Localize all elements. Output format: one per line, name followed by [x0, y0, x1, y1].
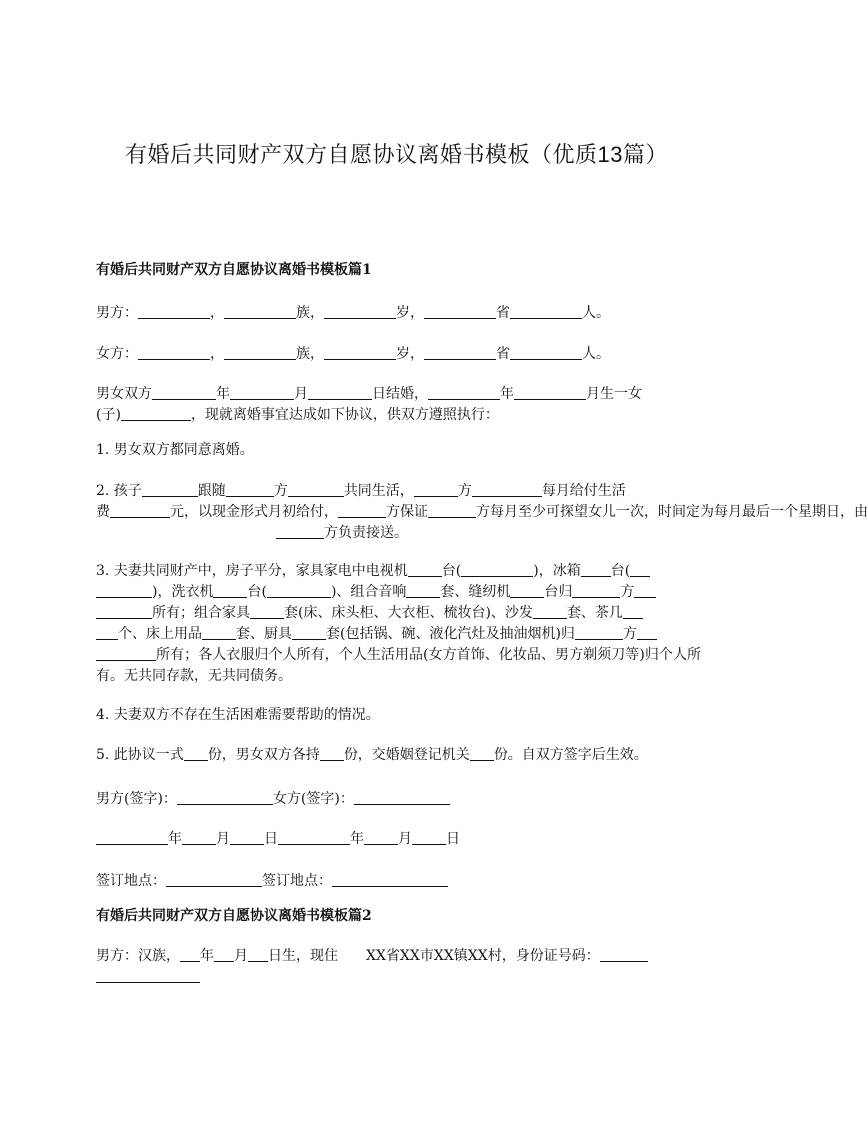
place-label: 签订地点：	[262, 873, 332, 889]
ethnicity-label: 族，	[296, 346, 324, 362]
text: 所有；各人衣服归个人所有，个人生活用品(女方首饰、化妆品、男方剃须刀等)归个人所有。无共同存款，无共同债务。	[96, 647, 701, 684]
blank-count[interactable]	[581, 562, 611, 577]
woman-label: 女方：	[96, 346, 138, 362]
blank-copies[interactable]	[184, 746, 208, 761]
blank-count[interactable]	[510, 583, 544, 598]
blank-copies[interactable]	[470, 746, 494, 761]
text: 年	[200, 948, 214, 964]
text: 台(	[441, 563, 462, 579]
item-4: 4. 夫妻双方不存在生活困难需要帮助的情况。	[96, 707, 380, 723]
text: (子)	[96, 407, 121, 423]
text: 日结婚，	[372, 386, 428, 402]
text: 日	[446, 831, 460, 847]
blank-day[interactable]	[308, 385, 372, 400]
blank-month[interactable]	[364, 830, 398, 845]
person-label: 人。	[582, 346, 610, 362]
date-line	[96, 829, 700, 850]
blank-gender[interactable]	[121, 406, 191, 421]
blank-party[interactable]	[637, 625, 657, 640]
text: 2. 孩子	[96, 483, 142, 499]
blank-party[interactable]	[575, 625, 623, 640]
text: 跟随	[197, 483, 226, 499]
text: 台归	[544, 584, 573, 600]
item-3-line-2	[96, 582, 700, 603]
blank-ethnicity[interactable]	[224, 345, 296, 360]
blank-party[interactable]	[338, 503, 386, 518]
item-5	[96, 745, 700, 766]
item-3-line-1	[96, 561, 700, 582]
text: 套、厨具	[236, 626, 292, 642]
blank-id[interactable]	[600, 947, 648, 962]
blank-month[interactable]	[182, 830, 216, 845]
text: 日生，现住	[268, 948, 338, 964]
text: )，冰箱	[533, 563, 581, 579]
blank-count[interactable]	[202, 625, 236, 640]
text: )，洗衣机	[152, 584, 214, 600]
item-3-line-4	[96, 624, 700, 645]
text: 套、缝纫机	[440, 584, 511, 600]
text: 方	[620, 584, 635, 600]
province-label: 省	[496, 346, 510, 362]
ethnicity-label: 族，	[296, 305, 324, 321]
text: 方	[457, 483, 472, 499]
blank-party[interactable]	[428, 503, 476, 518]
blank-day[interactable]	[412, 830, 446, 845]
text: 套(床、床头柜、大衣柜、梳妆台)、沙发	[284, 605, 533, 621]
signature-line	[96, 789, 700, 810]
blank-year[interactable]	[180, 947, 200, 962]
comma: ，	[210, 305, 224, 321]
text: 月	[398, 831, 412, 847]
blank-party[interactable]	[288, 482, 344, 497]
text: 方负责接送。	[324, 525, 408, 541]
blank-party[interactable]	[572, 583, 620, 598]
blank-count[interactable]	[250, 604, 284, 619]
text: 月生一女	[586, 386, 642, 402]
blank-ethnicity[interactable]	[224, 304, 296, 319]
blank-amount[interactable]	[110, 503, 170, 518]
woman-info-line	[96, 344, 700, 365]
blank-month[interactable]	[514, 385, 586, 400]
text: 3. 夫妻共同财产中，房子平分，家具家电中电视机	[96, 563, 408, 579]
text: 套(包括锅、碗、液化汽灶及抽油烟机)归	[326, 626, 575, 642]
blank-year[interactable]	[152, 385, 216, 400]
blank-child[interactable]	[142, 482, 198, 497]
blank-party[interactable]	[96, 604, 152, 619]
text: 份，男女双方各持	[207, 747, 320, 763]
blank-year[interactable]	[96, 830, 168, 845]
item-1: 1. 男女双方都同意离婚。	[96, 442, 254, 458]
blank-brand[interactable]	[461, 562, 533, 577]
item-2-line-3	[96, 523, 700, 544]
age-label: 岁，	[396, 346, 424, 362]
comma: ，	[210, 346, 224, 362]
blank-province[interactable]	[424, 304, 496, 319]
text: 共同生活，	[343, 483, 414, 499]
province-label: 省	[496, 305, 510, 321]
text: 份，交婚姻登记机关	[343, 747, 470, 763]
section-2-man-line-2	[96, 967, 700, 988]
marriage-line-2	[96, 405, 700, 426]
text: ，现就离婚事宜达成如下协议，供双方遵照执行：	[190, 407, 499, 423]
blank-province[interactable]	[424, 345, 496, 360]
blank-month[interactable]	[214, 947, 234, 962]
text: 方	[622, 626, 637, 642]
text: 月	[216, 831, 230, 847]
man-info-line	[96, 303, 700, 324]
text: 方每月至少可探望女儿一次，时间定为每月最后一个星期日，由	[476, 504, 868, 520]
blank-count[interactable]	[406, 583, 440, 598]
text: 年	[500, 386, 514, 402]
text: 男方：汉族，	[96, 948, 180, 964]
blank-hometown[interactable]	[510, 304, 582, 319]
blank-count[interactable]	[623, 604, 643, 619]
section-2-heading: 有婚后共同财产双方自愿协议离婚书模板篇2	[96, 908, 372, 924]
age-label: 岁，	[396, 305, 424, 321]
blank-count[interactable]	[96, 625, 118, 640]
person-label: 人。	[582, 305, 610, 321]
marriage-line-1	[96, 384, 700, 405]
text: 所有；组合家具	[152, 605, 250, 621]
blank-day[interactable]	[230, 830, 264, 845]
blank-count[interactable]	[408, 562, 442, 577]
blank-party[interactable]	[414, 482, 458, 497]
item-2-line-1	[96, 481, 700, 502]
blank-age[interactable]	[324, 345, 396, 360]
text: 每月给付生活	[541, 483, 626, 499]
item-3-line-3	[96, 603, 700, 624]
blank-party[interactable]	[634, 583, 656, 598]
blank-year[interactable]	[428, 385, 500, 400]
text: 男女双方	[96, 386, 152, 402]
blank-day[interactable]	[248, 947, 268, 962]
blank-copies[interactable]	[320, 746, 344, 761]
text: 月	[234, 948, 248, 964]
blank-party[interactable]	[276, 524, 324, 539]
text: 年	[350, 831, 364, 847]
section-2-man-line	[96, 946, 700, 967]
section-1-heading: 有婚后共同财产双方自愿协议离婚书模板篇1	[96, 262, 372, 278]
text: 方	[273, 483, 288, 499]
text: XX省XX市XX镇XX村，身份证号码：	[366, 948, 600, 964]
blank-name[interactable]	[138, 345, 210, 360]
text: 方保证	[386, 504, 428, 520]
blank-brand[interactable]	[96, 583, 152, 598]
text: 费	[96, 504, 110, 520]
blank-party[interactable]	[472, 482, 542, 497]
text: )、组合音响	[330, 584, 407, 600]
blank-party[interactable]	[96, 646, 156, 661]
man-label: 男方：	[96, 305, 138, 321]
woman-signature-field[interactable]	[354, 790, 450, 805]
text: 日	[264, 831, 278, 847]
blank-id[interactable]	[96, 968, 200, 983]
text: 年	[216, 386, 230, 402]
blank-party[interactable]	[226, 482, 274, 497]
text: 台(	[247, 584, 267, 600]
blank-month[interactable]	[230, 385, 294, 400]
blank-brand[interactable]	[267, 583, 331, 598]
text: 年	[168, 831, 182, 847]
text: 5. 此协议一式	[96, 747, 184, 763]
woman-signature-label: 女方(签字)：	[272, 791, 354, 807]
text: 台(	[610, 563, 631, 579]
text: 个、床上用品	[118, 626, 202, 642]
blank-year[interactable]	[278, 830, 350, 845]
blank-age[interactable]	[324, 304, 396, 319]
blank-count[interactable]	[292, 625, 326, 640]
blank-name[interactable]	[138, 304, 210, 319]
place-field[interactable]	[166, 872, 262, 887]
blank-count[interactable]	[213, 583, 247, 598]
place-field[interactable]	[332, 872, 448, 887]
text: 元，以现金形式月初给付，	[170, 504, 338, 520]
text: 份。自双方签字后生效。	[493, 747, 648, 763]
blank-brand[interactable]	[630, 562, 650, 577]
blank-count[interactable]	[533, 604, 567, 619]
man-signature-label: 男方(签字)：	[96, 791, 177, 807]
text: 套、茶几	[566, 605, 623, 621]
text: 月	[294, 386, 308, 402]
item-2-line-2	[96, 502, 868, 523]
document-title: 有婚后共同财产双方自愿协议离婚书模板（优质13篇）	[125, 142, 668, 167]
item-3-line-5	[96, 645, 701, 687]
place-label: 签订地点：	[96, 873, 166, 889]
man-signature-field[interactable]	[177, 790, 273, 805]
place-line	[96, 871, 700, 892]
blank-hometown[interactable]	[510, 345, 582, 360]
